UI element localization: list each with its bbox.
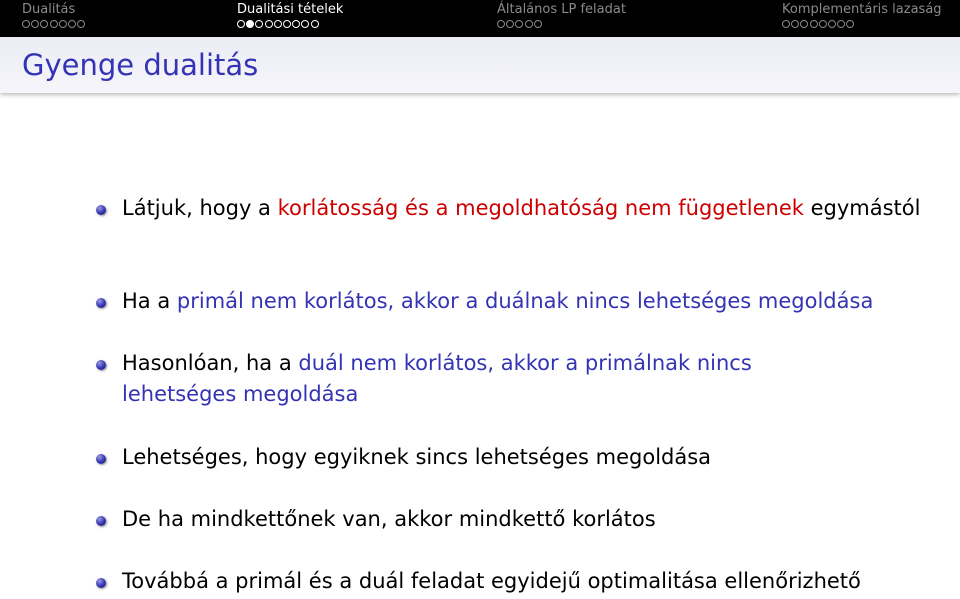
text-segment: egymástól — [803, 196, 921, 220]
bullet-icon — [96, 205, 106, 215]
highlight-segment: korlátosság és a megoldhatóság nem függetlenek — [277, 196, 804, 220]
text-segment: Látjuk, hogy a — [122, 196, 278, 220]
bullet-text — [122, 566, 952, 597]
bullet-text — [122, 504, 922, 535]
bullet-icon — [96, 298, 106, 308]
highlight-segment: duál nem korlátos, akkor a primálnak nincs lehetséges megoldása — [122, 351, 752, 406]
text-segment: Továbbá a primál és a duál feladat egyidejű optimalitása ellenőrizhető — [122, 569, 861, 593]
nav-section-title[interactable]: Általános LP feladat — [497, 2, 626, 17]
highlight-segment: primál nem korlátos, akkor a duálnak nincs lehetséges megoldása — [176, 289, 874, 313]
bullet-icon — [96, 516, 106, 526]
bullet-text — [122, 442, 922, 473]
bullet-text — [122, 286, 922, 317]
bullet-text — [122, 193, 922, 224]
nav-section-title[interactable]: Komplementáris lazaság — [782, 2, 942, 17]
nav-section-title[interactable]: Dualitás — [22, 2, 76, 17]
text-segment: De ha mindkettőnek van, akkor mindkettő korlátos — [122, 507, 656, 531]
text-segment: Lehetséges, hogy egyiknek sincs lehetséges megoldása — [122, 445, 712, 469]
bullet-icon — [96, 360, 106, 370]
bullet-text — [122, 348, 802, 410]
frame-title: Gyenge dualitás — [22, 48, 259, 82]
text-segment: Hasonlóan, ha a — [122, 351, 299, 375]
bullet-icon — [96, 578, 106, 588]
bullet-icon — [96, 454, 106, 464]
nav-section-title[interactable]: Dualitási tételek — [237, 2, 344, 17]
text-segment: Ha a — [122, 289, 177, 313]
